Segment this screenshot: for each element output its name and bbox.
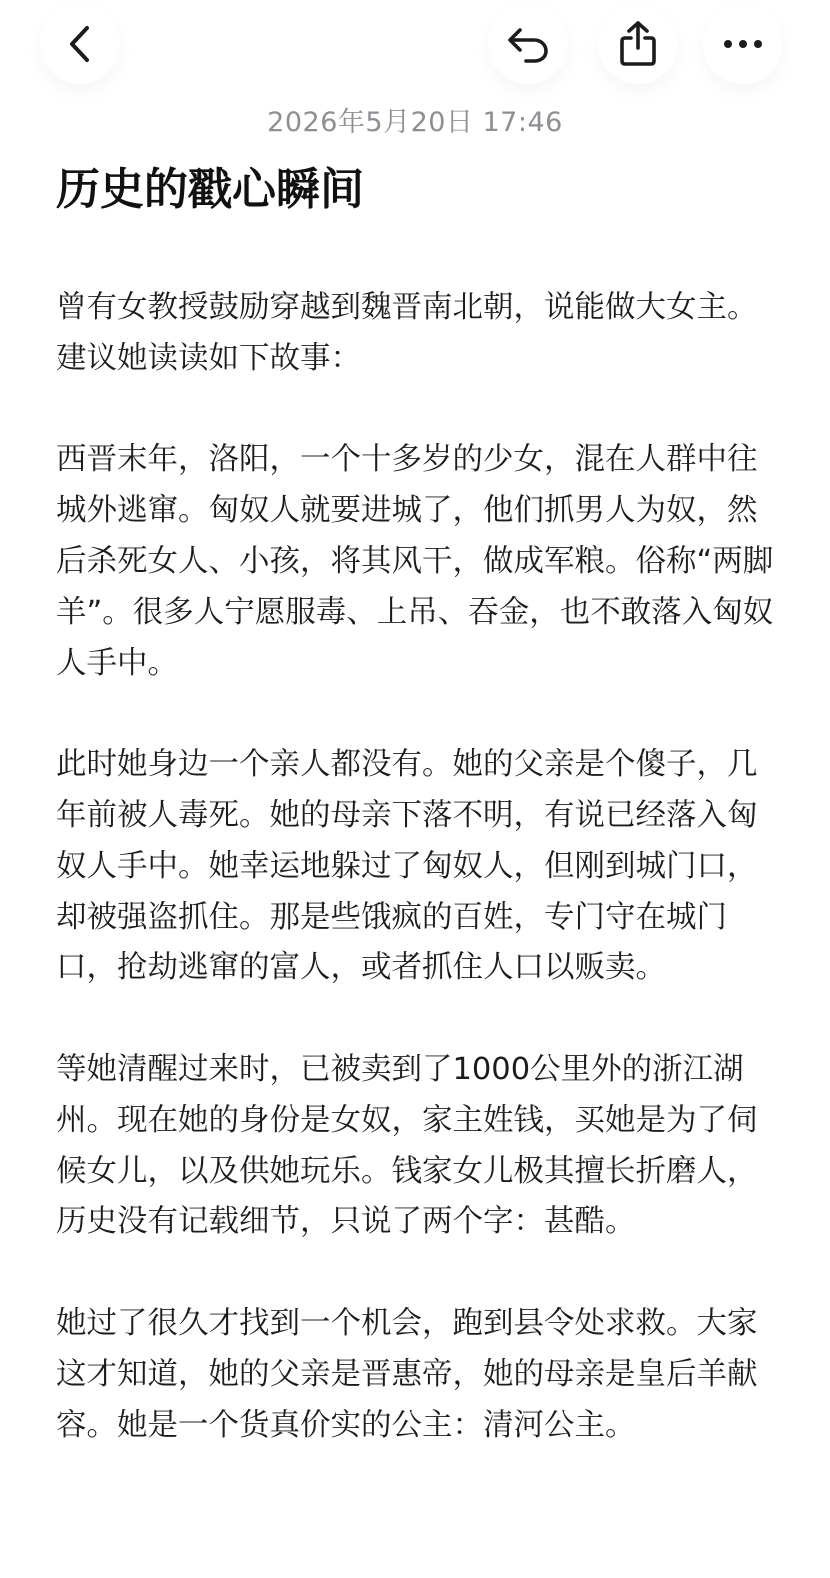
note-body[interactable] xyxy=(56,283,778,1502)
note-paragraph[interactable]: 她过了很久才找到一个机会，跑到县令处求救。大家这才知道，她的父亲是晋惠帝，她的母亲是皇后羊献容。她是一个货真价实的公主：清河公主。 xyxy=(56,1305,758,1443)
share-icon xyxy=(618,20,658,68)
share-button[interactable] xyxy=(598,4,678,84)
note-paragraph[interactable]: 西晋末年，洛阳，一个十多岁的少女，混在人群中往城外逃窜。匈奴人就要进城了，他们抓男人为奴，然后杀死女人、小孩，将其风干，做成军粮。俗称“两脚羊”。很多人宁愿服毒、上吊、吞金，也不敢落入匈奴人手中。 xyxy=(56,442,774,681)
chevron-left-icon xyxy=(65,24,95,64)
more-icon xyxy=(722,38,764,50)
note-paragraph[interactable]: 此时她身边一个亲人都没有。她的父亲是个傻子，几年前被人毒死。她的母亲下落不明，有说已经落入匈奴人手中。她幸运地躲过了匈奴人，但刚到城门口，却被强盗抓住。那是些饿疯的百姓，专门守在城门口，抢劫逃窜的富人，或者抓住人口以贩卖。 xyxy=(56,747,758,986)
undo-button[interactable] xyxy=(488,4,568,84)
note-title[interactable]: 历史的戳心瞬间 xyxy=(56,164,364,215)
note-paragraph[interactable]: 曾有女教授鼓励穿越到魏晋南北朝，说能做大女主。建议她读读如下故事： xyxy=(56,290,758,376)
back-button[interactable] xyxy=(40,4,120,84)
top-toolbar xyxy=(0,0,830,90)
more-button[interactable] xyxy=(703,4,783,84)
note-paragraph[interactable]: 等她清醒过来时，已被卖到了1000公里外的浙江湖州。现在她的身份是女奴，家主姓钱，买她是为了伺候女儿，以及供她玩乐。钱家女儿极其擅长折磨人，历史没有记载细节，只说了两个字：甚酷。 xyxy=(56,1051,758,1240)
undo-icon xyxy=(506,24,550,64)
note-timestamp: 2026年5月20日 17:46 xyxy=(267,107,563,138)
